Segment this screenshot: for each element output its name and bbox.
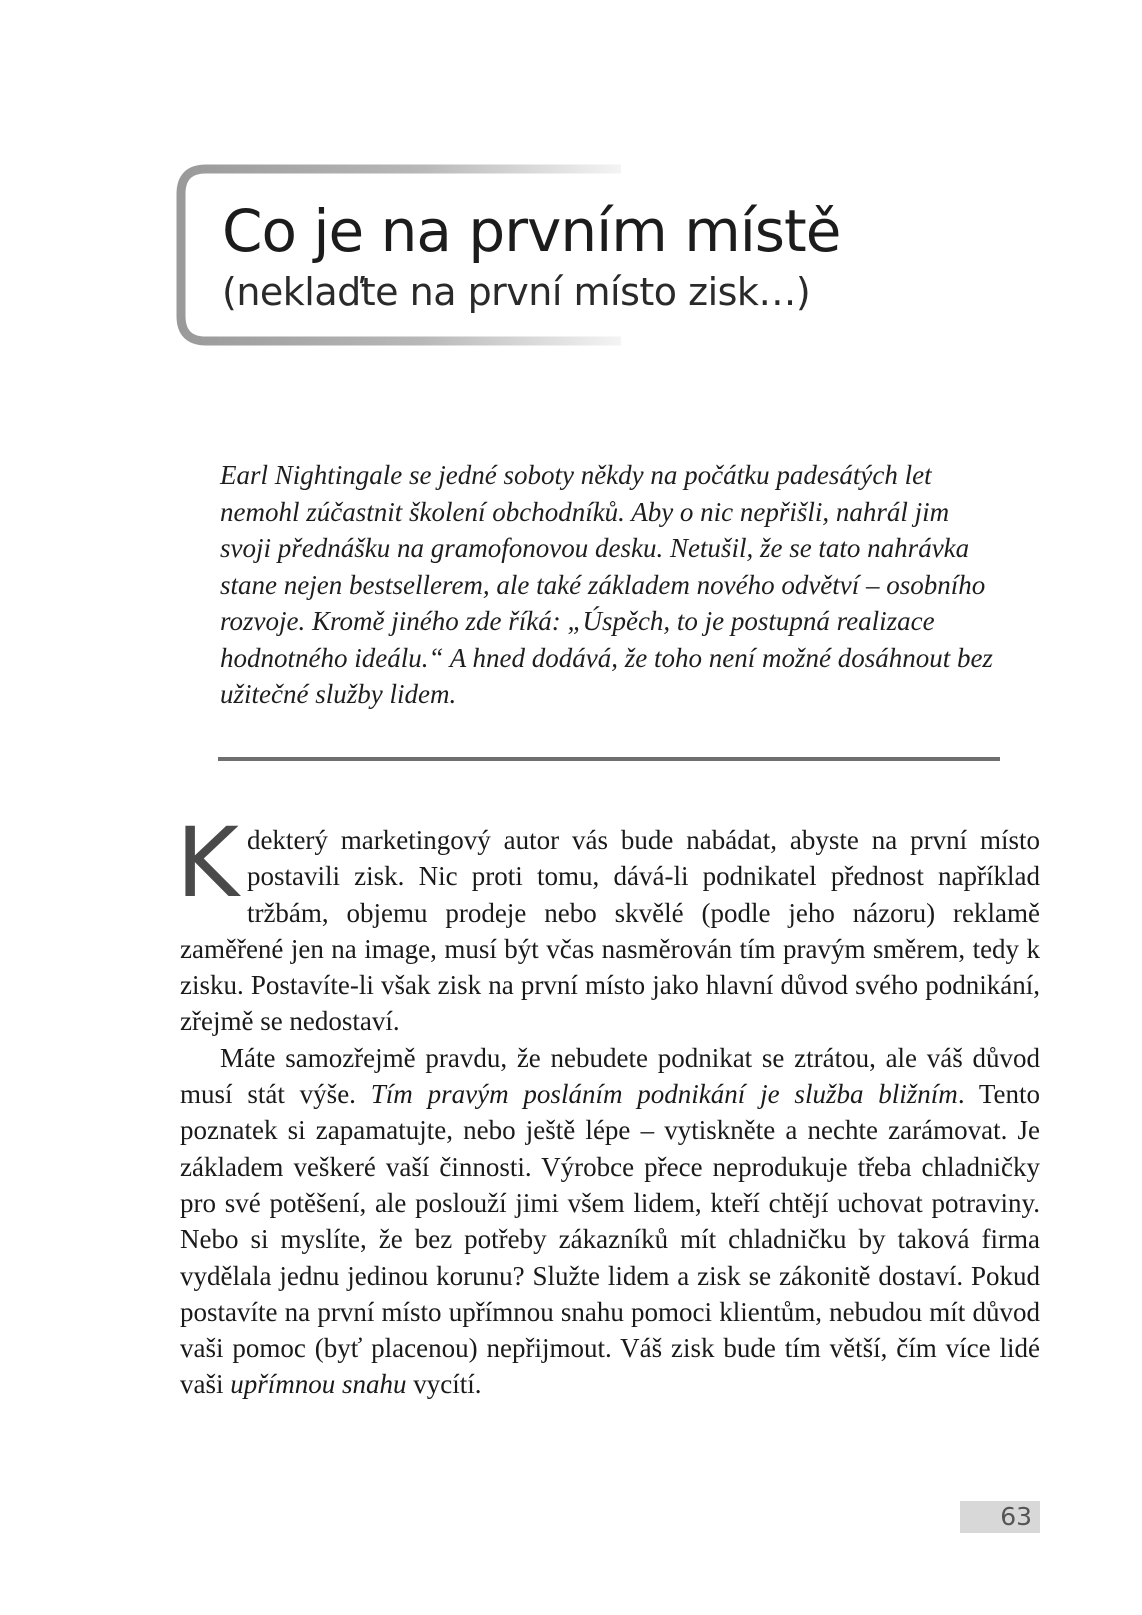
paragraph-1 (176, 807, 1040, 1040)
page-number: 63 (1000, 1502, 1032, 1531)
chapter-title: Co je na prvním místě (222, 197, 841, 265)
paragraph-2-start: Máte samozřejmě pravdu, že nebudete podnikat se ztrátou, ale váš důvod musí stát výše. (180, 1042, 1040, 1110)
paragraph-2 (180, 1040, 1040, 1403)
paragraph-2-emphasis: Tím pravým posláním podnikání je služba bližním (370, 1079, 958, 1110)
epigraph-quote: Earl Nightingale se jedné soboty někdy na počátku padesátých let nemohl zúčastnit školení obchodníků. Aby o nic nepřišli, nahrál jim svoji přednášku na gramofonovou desku. Netušil, že se tato nahrávka stane nejen bestsellerem, ale také základem nového odvětví – osobního rozvoje. Kromě jiného zde říká: „Úspěch, to je postupná realizace hodnotného ideálu.“ A hned dodává, že toho není možné dosáhnout bez užitečné služby lidem. (220, 460, 993, 709)
chapter-subtitle: (neklaďte na první místo zisk…) (222, 270, 811, 314)
body-text (176, 807, 1041, 1403)
paragraph-2-middle: . Tento poznatek si zapamatujte, nebo ještě lépe – vytiskněte a nechte zarámovat. Je základem veškeré vaší činnosti. Výrobce přece neprodukuje třeba chladničky pro své potěšení, ale poslouží jimi všem lidem, kteří chtějí uchovat potraviny. Nebo si myslíte, že bez potřeby zákazníků mít chladničku by taková firma vydělala jednu jedinou korunu? Služte lidem a zisk se zákonitě dostaví. Pokud postavíte na první místo upřímnou snahu pomoci klientům, nebudou mít důvod vaši pomoc (byť placenou) nepřijmout. Váš zisk bude tím větší, čím více lidé vaši (180, 1079, 1041, 1400)
paragraph-2-end: vycítí. (406, 1369, 482, 1400)
drop-cap: K (176, 807, 239, 919)
paragraph-2-emphasis-2: upřímnou snahu (230, 1369, 407, 1400)
quote-divider (218, 757, 1000, 761)
page-number-box (960, 1501, 1040, 1533)
paragraph-1-text: dekterý marketingový autor vás bude nabádat, abyste na první místo postavili zisk. Nic proti tomu, dává-li podnikatel přednost například tržbám, objemu prodeje nebo skvělé (podle jeho názoru) reklamě zaměřené jen na image, musí být včas nasměrován tím pravým směrem, tedy k zisku. Postavíte-li však zisk na první místo jako hlavní důvod svého podnikání, zřejmě se nedostaví. (180, 825, 1040, 1037)
